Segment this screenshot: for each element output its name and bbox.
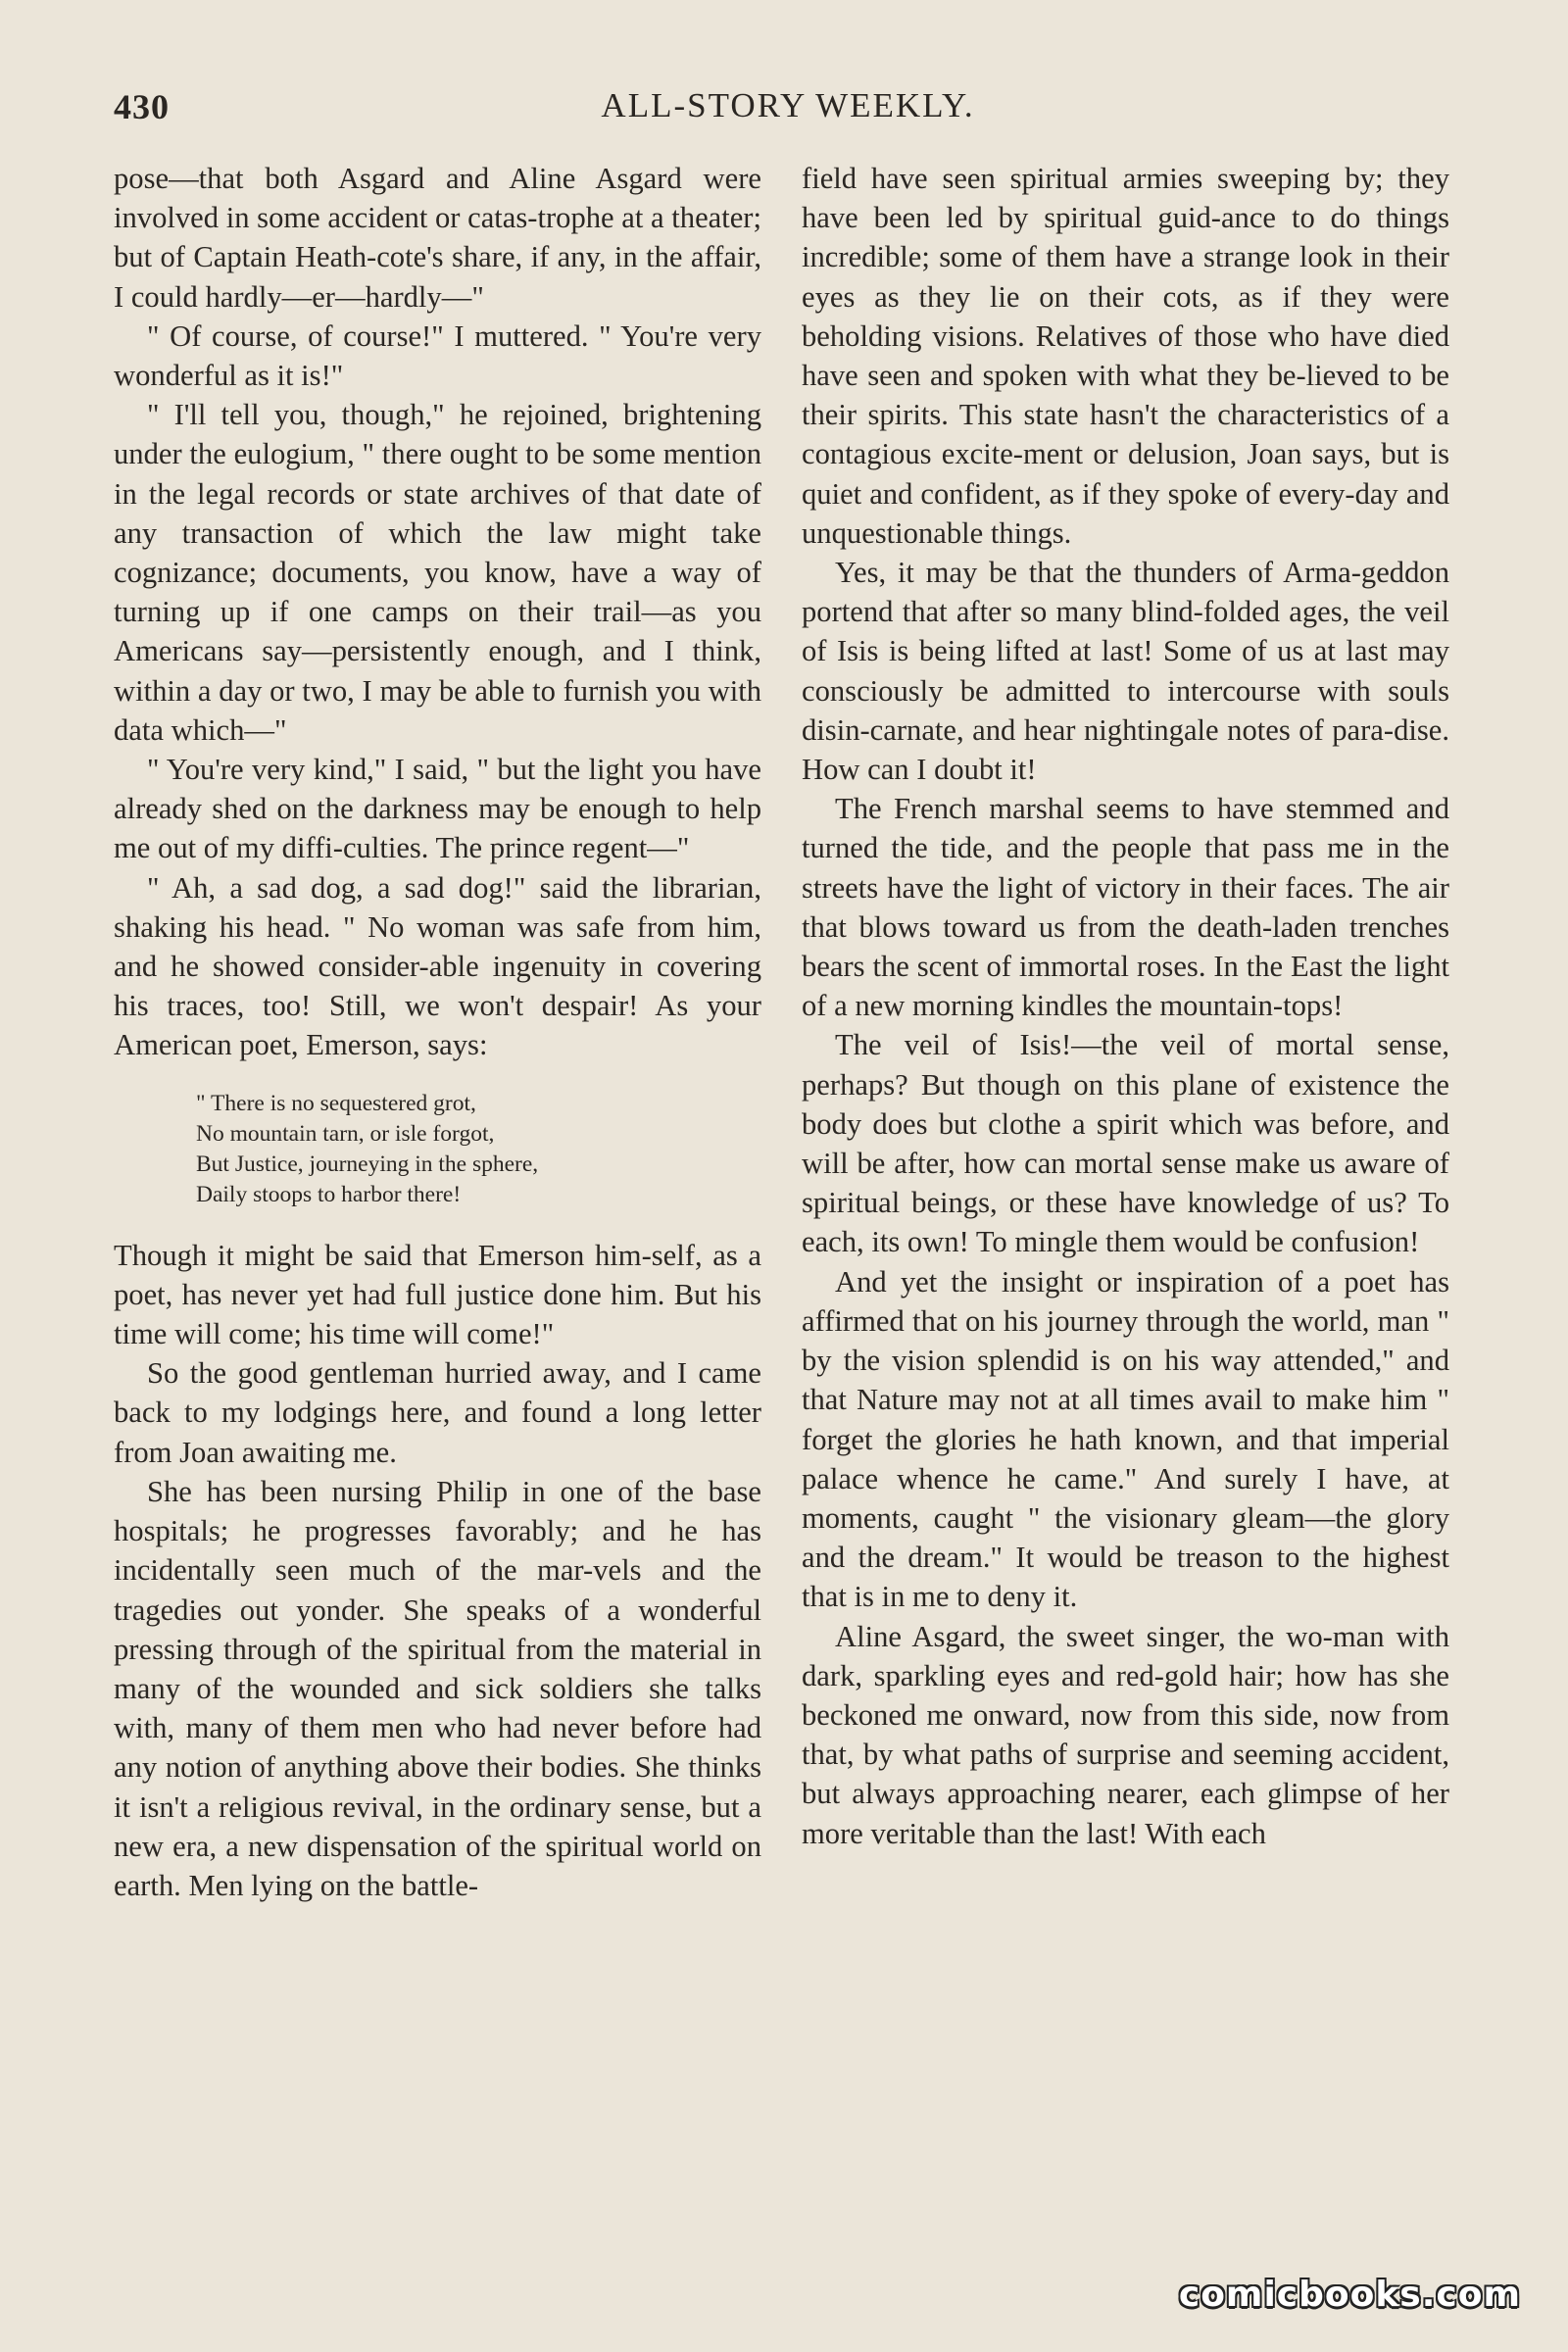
- paragraph: And yet the insight or inspiration of a poet has affirmed that on his journey through the world, man " by the vision splendid is on his way attended," and that Nature may not at all times avail to make him " forget the glories he hath known, and that imperial palace whence he came." And surely I have, at moments, caught " the visionary gleam—the glory and the dream." It would be treason to the highest that is in me to deny it.: [802, 1264, 1449, 1614]
- paragraph: " I'll tell you, though," he rejoined, brightening under the eulogium, " there ought to be some mention in the legal records or state archives of that date of any transaction of which the law might take cognizance; documents, you know, have a way of turning up if one camps on their trail—as you Americans say—persistently enough, and I think, within a day or two, I may be able to furnish you with data which—": [114, 398, 761, 747]
- page-number: 430: [114, 87, 170, 126]
- poem-line: No mountain tarn, or isle forgot,: [196, 1120, 495, 1147]
- paragraph: Aline Asgard, the sweet singer, the wo-man with dark, sparkling eyes and red-gold hair; how has she beckoned me onward, now from this side, now from that, by what paths of surprise and seeming accident, but always approaching nearer, each glimpse of her more veritable than the last! With each: [802, 1619, 1449, 1850]
- paragraph: The veil of Isis!—the veil of mortal sense, perhaps? But though on this plane of existence the body does but clothe a spirit which was before, and will be after, how can mortal sense make us aware of spiritual beings, or these have knowledge of us? To each, its own! To mingle them would be confusion!: [802, 1028, 1449, 1259]
- paragraph: " Of course, of course!" I muttered. " You're very wonderful as it is!": [114, 318, 761, 393]
- paragraph: The French marshal seems to have stemmed and turned the tide, and the people that pass me in the streets have the light of victory in their faces. The air that blows toward us from the death-laden trenches bears the scent of immortal roses. In the East the light of a new morning kindles the mountain-tops!: [802, 792, 1449, 1023]
- watermark: comicbooks.com: [1178, 2275, 1521, 2315]
- poem-line: But Justice, journeying in the sphere,: [196, 1151, 539, 1177]
- paragraph: " Ah, a sad dog, a sad dog!" said the librarian, shaking his head. " No woman was safe from him, and he showed consider-able ingenuity in covering his traces, too! Still, we won't despair! As your American poet, Emerson, says:: [114, 870, 761, 1062]
- paragraph: pose—that both Asgard and Aline Asgard were involved in some accident or catas-trophe at a theater; but of Captain Heath-cote's share, if any, in the affair, I could hardly—er—hardly—": [114, 162, 761, 314]
- paragraph: field have seen spiritual armies sweeping by; they have been led by spiritual guid-ance to do things incredible; some of them have a strange look in their eyes as they lie on their cots, as if they were beholding visions. Relatives of those who have died have seen and spoken with what they be-lieved to be their spirits. This state hasn't the characteristics of a contagious excite-ment or delusion, Joan says, but is quiet and confident, as if they spoke of every-day and unquestionable things.: [802, 162, 1449, 550]
- right-column: [802, 159, 1449, 1853]
- poem-quote: [196, 1089, 761, 1210]
- paragraph: Yes, it may be that the thunders of Arma-geddon portend that after so many blind-folded ages, the veil of Isis is being lifted at last! Some of us at last may consciously be admitted to intercourse with souls disin-carnate, and hear nightingale notes of para-dise. How can I doubt it!: [802, 556, 1449, 787]
- poem-line: " There is no sequestered grot,: [196, 1090, 476, 1116]
- running-head: ALL-STORY WEEKLY.: [601, 86, 975, 124]
- paragraph: Though it might be said that Emerson him-self, as a poet, has never yet had full justice done him. But his time will come; his time will come!": [114, 1238, 761, 1351]
- paragraph: So the good gentleman hurried away, and I came back to my lodgings here, and found a long letter from Joan awaiting me.: [114, 1356, 761, 1469]
- poem-line: Daily stoops to harbor there!: [196, 1181, 462, 1207]
- left-column: [114, 159, 761, 1905]
- paragraph: She has been nursing Philip in one of the base hospitals; he progresses favorably; and he has incidentally seen much of the mar-vels and the tragedies out yonder. She speaks of a wonderful pressing through of the spiritual from the material in many of the wounded and sick soldiers she talks with, many of them men who had never before had any notion of anything above their bodies. She thinks it isn't a religious revival, in the ordinary sense, but a new era, a new dispensation of the spiritual world on earth. Men lying on the battle-: [114, 1474, 761, 1902]
- paragraph: " You're very kind," I said, " but the light you have already shed on the darkness may be enough to help me out of my diffi-culties. The prince regent—": [114, 753, 761, 865]
- page-header: [114, 86, 1462, 135]
